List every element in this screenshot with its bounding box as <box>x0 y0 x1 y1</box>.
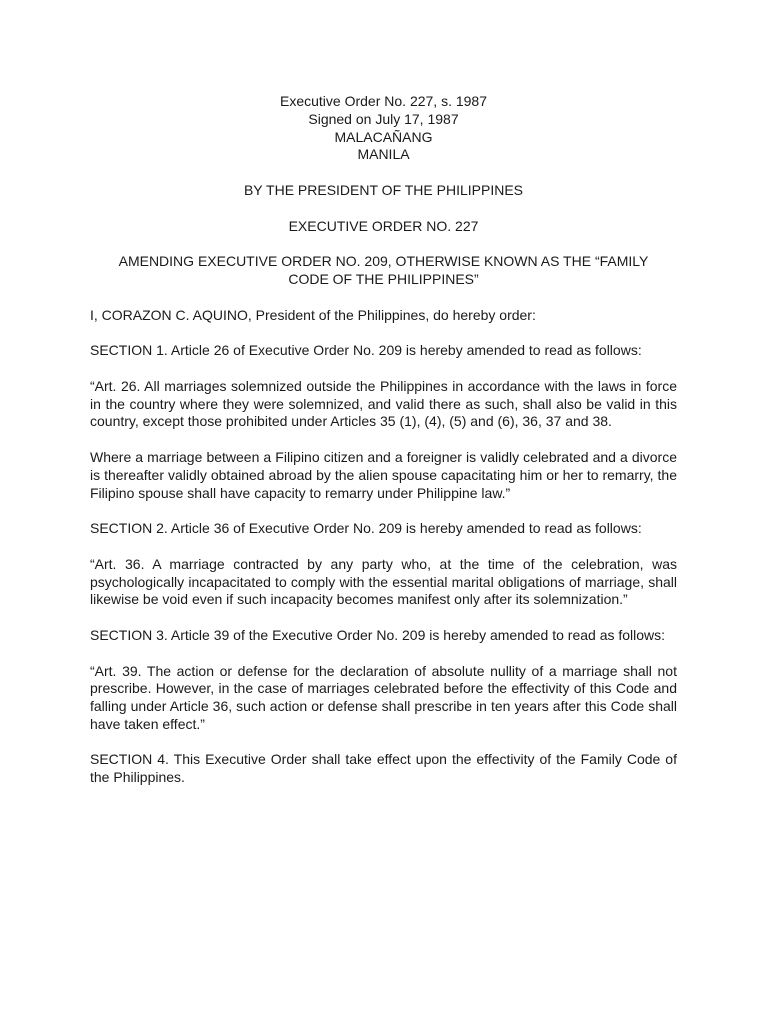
section-4-heading: SECTION 4. This Executive Order shall take effect upon the effectivity of the Family Code of the Philippines. <box>90 751 677 786</box>
header-signed-line: Signed on July 17, 1987 <box>308 110 459 127</box>
order-title-line-2: CODE OF THE PHILIPPINES” <box>288 270 479 287</box>
section-3-article-39-paragraph: “Art. 39. The action or defense for the declaration of absolute nullity of a marriage shall not prescribe. However, in the case of marriages celebrated before the effectivity of this Code and falling under Article 36, such action or defense shall prescribe in ten years after this Code shall have taken effect.” <box>90 662 677 732</box>
document-page <box>90 93 677 787</box>
header-malacanang-line: MALACAÑANG <box>334 128 433 145</box>
header-manila-line: MANILA <box>357 146 410 163</box>
section-1-divorce-paragraph: Where a marriage between a Filipino citizen and a foreigner is validly celebrated and a divorce is thereafter validly obtained abroad by the alien spouse capacitating him or her to remarry, the Filipino spouse shall have capacity to remarry under Philippine law.” <box>90 448 677 501</box>
order-number: EXECUTIVE ORDER NO. 227 <box>288 217 479 234</box>
section-2-article-36-paragraph: “Art. 36. A marriage contracted by any party who, at the time of the celebration, was psychologically incapacitated to comply with the essential marital obligations of marriage, shall likewise be void even if such incapacity becomes manifest only after its solemnization.” <box>90 555 677 608</box>
preamble: I, CORAZON C. AQUINO, President of the Philippines, do hereby order: <box>90 306 536 323</box>
section-3-heading: SECTION 3. Article 39 of the Executive Order No. 209 is hereby amended to read as follows: <box>90 626 666 643</box>
section-2-heading: SECTION 2. Article 36 of Executive Order No. 209 is hereby amended to read as follows: <box>90 520 642 537</box>
order-title-line-1: AMENDING EXECUTIVE ORDER NO. 209, OTHERWISE KNOWN AS THE “FAMILY <box>118 253 649 270</box>
header-order-line: Executive Order No. 227, s. 1987 <box>280 93 487 109</box>
document-header <box>90 93 677 164</box>
section-1-article-26-paragraph: “Art. 26. All marriages solemnized outside the Philippines in accordance with the laws in force in the country where they were solemnized, and valid there as such, shall also be valid in this country, except those prohibited under Articles 35 (1), (4), (5) and (6), 36, 37 and 38. <box>90 377 677 430</box>
by-the-president: BY THE PRESIDENT OF THE PHILIPPINES <box>243 181 524 198</box>
order-title <box>90 253 677 289</box>
section-1-heading: SECTION 1. Article 26 of Executive Order No. 209 is hereby amended to read as follows: <box>90 342 642 359</box>
